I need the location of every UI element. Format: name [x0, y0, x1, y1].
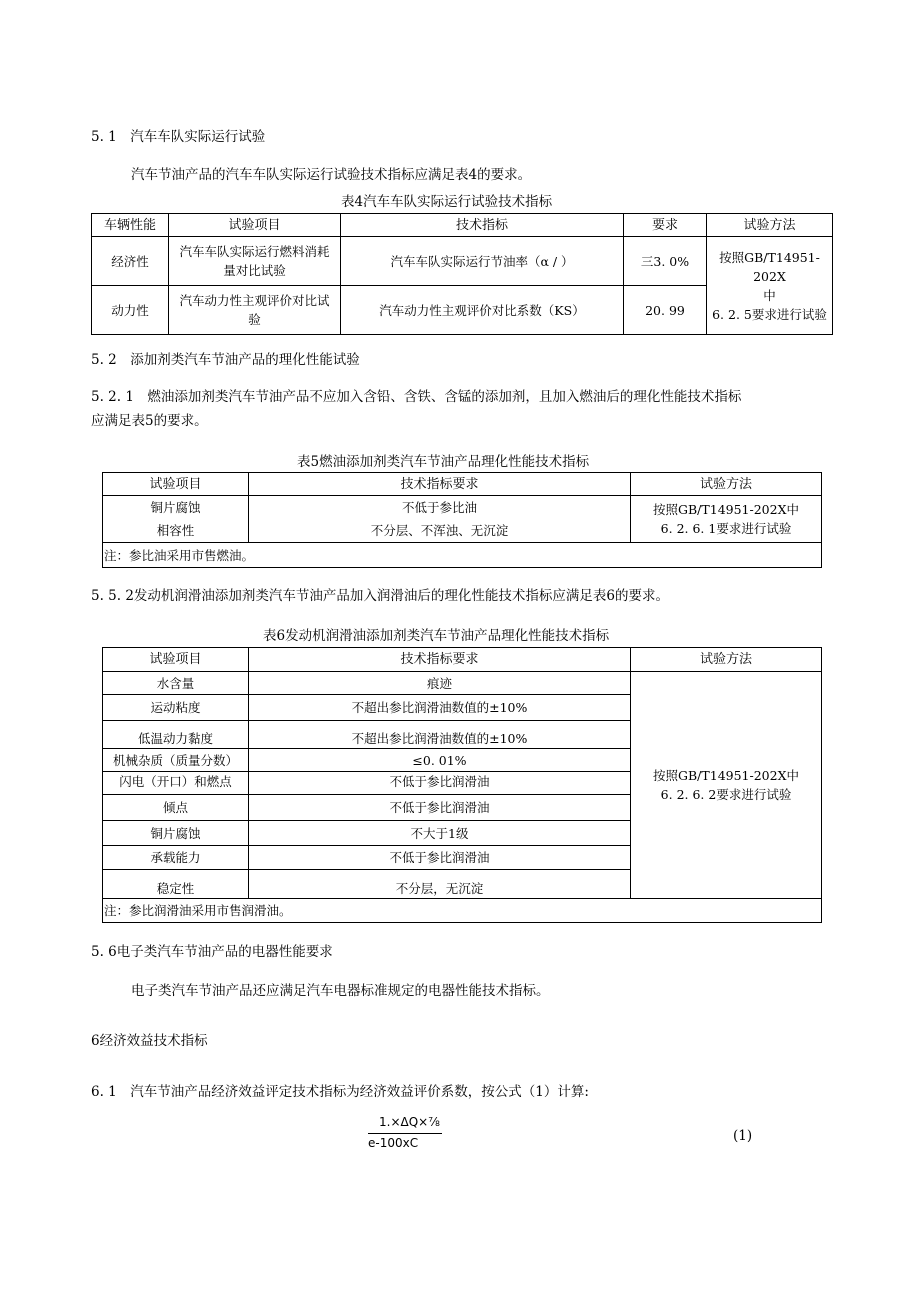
table6: [102, 647, 822, 923]
table6-cell: 闪电（开口）和燃点: [103, 772, 249, 795]
table6-cell: 机械杂质（质量分数）: [103, 749, 249, 772]
formula-denominator: e-100xC: [368, 1136, 419, 1150]
table6-header: 试验项目: [103, 648, 249, 672]
table6-cell: 承载能力: [103, 846, 249, 870]
table5-cell: 相容性: [103, 520, 249, 543]
table6-note-row: [103, 899, 822, 923]
table4-method-line: 6. 2. 5要求进行试验: [712, 306, 827, 322]
table5-header: 技术指标要求: [249, 473, 631, 496]
table4-header-row: [92, 214, 833, 237]
table6-method-cell: [631, 672, 822, 899]
table4-cell: 动力性: [92, 286, 169, 335]
table5: [102, 472, 822, 568]
table4-header: 试验方法: [707, 214, 833, 237]
table5-caption: 表5燃油添加剂类汽车节油产品理化性能技术指标: [297, 454, 590, 470]
table5-header: 试验项目: [103, 473, 249, 496]
table4-method-line: 中: [763, 287, 776, 303]
table4-item-line: 量对比试验: [223, 263, 286, 278]
table4-cell: [169, 286, 341, 335]
table5-cell: 不分层、不浑浊、无沉淀: [249, 520, 631, 543]
table6-header: 技术指标要求: [249, 648, 631, 672]
table6-cell: ≤0. 01%: [249, 749, 631, 772]
formula-number: (1): [733, 1128, 753, 1144]
section-5-1-heading: 5. 1 汽车车队实际运行试验: [91, 129, 266, 145]
table5-cell: 铜片腐蚀: [103, 496, 249, 520]
table4: [91, 213, 833, 335]
table4-header: 要求: [624, 214, 707, 237]
table5-header: 试验方法: [631, 473, 822, 496]
table4-cell: 汽车动力性主观评价对比系数（KS）: [341, 286, 624, 335]
section-5-1-paragraph: 汽车节油产品的汽车车队实际运行试验技术指标应满足表4的要求。: [131, 167, 532, 183]
table4-cell: 汽车车队实际运行节油率（α / ）: [341, 237, 624, 286]
section-6-heading: 6经济效益技术指标: [91, 1033, 208, 1049]
section-5-2-1-line2: 应满足表5的要求。: [91, 413, 208, 429]
formula-1: [360, 1112, 450, 1156]
table6-cell: 不分层，无沉淀: [249, 870, 631, 899]
section-5-6-paragraph: 电子类汽车节油产品还应满足汽车电器标准规定的电器性能技术指标。: [131, 983, 550, 999]
table-row: [103, 672, 822, 695]
table4-header: 试验项目: [169, 214, 341, 237]
section-6-1: 6. 1 汽车节油产品经济效益评定技术指标为经济效益评价系数，按公式（1）计算:: [91, 1084, 589, 1100]
table4-method-line: 按照GB/T14951-202X: [719, 249, 820, 284]
table5-method-line: 6. 2. 6. 1要求进行试验: [660, 521, 792, 536]
table5-note: 注：参比油采用市售燃油。: [103, 543, 822, 568]
table6-cell: 不超出参比润滑油数值的±10%: [249, 721, 631, 749]
table4-caption: 表4汽车车队实际运行试验技术指标: [341, 194, 553, 210]
table4-cell: 三3. 0%: [624, 237, 707, 286]
table4-cell: 经济性: [92, 237, 169, 286]
table5-method-cell: [631, 496, 822, 543]
table6-cell: 运动粘度: [103, 695, 249, 721]
table4-method-cell: [707, 237, 833, 335]
table6-cell: 痕迹: [249, 672, 631, 695]
table-row: [92, 237, 833, 286]
table5-method-line: 按照GB/T14951-202X中: [653, 502, 799, 517]
section-5-2-1-line1: 5. 2. 1 燃油添加剂类汽车节油产品不应加入含铅、含铁、含锰的添加剂，且加入燃油后的理化性能技术指标: [91, 389, 742, 405]
table6-method-line: 按照GB/T14951-202X中: [653, 768, 799, 783]
table6-cell: 低温动力黏度: [103, 721, 249, 749]
table6-header: 试验方法: [631, 648, 822, 672]
table4-item-line: 汽车车队实际运行燃料消耗: [179, 244, 330, 259]
table4-header: 技术指标: [341, 214, 624, 237]
table4-item-line: 汽车动力性主观评价对比试: [179, 293, 330, 308]
table5-cell: 不低于参比油: [249, 496, 631, 520]
table6-cell: 倾点: [103, 795, 249, 821]
section-5-6-heading: 5. 6电子类汽车节油产品的电器性能要求: [91, 944, 333, 960]
table6-caption: 表6发动机润滑油添加剂类汽车节油产品理化性能技术指标: [263, 628, 610, 644]
section-5-5-2: 5. 5. 2发动机润滑油添加剂类汽车节油产品加入润滑油后的理化性能技术指标应满足表6的要求。: [91, 588, 670, 604]
table-row: [103, 496, 822, 520]
table6-cell: 不超出参比润滑油数值的±10%: [249, 695, 631, 721]
table4-item-line: 验: [248, 312, 261, 327]
table5-header-row: [103, 473, 822, 496]
table6-cell: 水含量: [103, 672, 249, 695]
table6-header-row: [103, 648, 822, 672]
table4-cell: 20. 99: [624, 286, 707, 335]
section-5-2-heading: 5. 2 添加剂类汽车节油产品的理化性能试验: [91, 352, 360, 368]
table6-cell: 不低于参比润滑油: [249, 772, 631, 795]
table6-cell: 不低于参比润滑油: [249, 846, 631, 870]
table4-header: 车辆性能: [92, 214, 169, 237]
formula-numerator: 1.×ΔQ×⅞: [379, 1115, 440, 1129]
table6-cell: 不低于参比润滑油: [249, 795, 631, 821]
table5-note-row: [103, 543, 822, 568]
table6-method-line: 6. 2. 6. 2要求进行试验: [660, 787, 792, 802]
formula-fraction-line: [368, 1133, 442, 1134]
table4-cell: [169, 237, 341, 286]
table6-cell: 铜片腐蚀: [103, 821, 249, 846]
table6-cell: 稳定性: [103, 870, 249, 899]
table6-cell: 不大于1级: [249, 821, 631, 846]
table6-note: 注：参比润滑油采用市售润滑油。: [103, 899, 822, 923]
